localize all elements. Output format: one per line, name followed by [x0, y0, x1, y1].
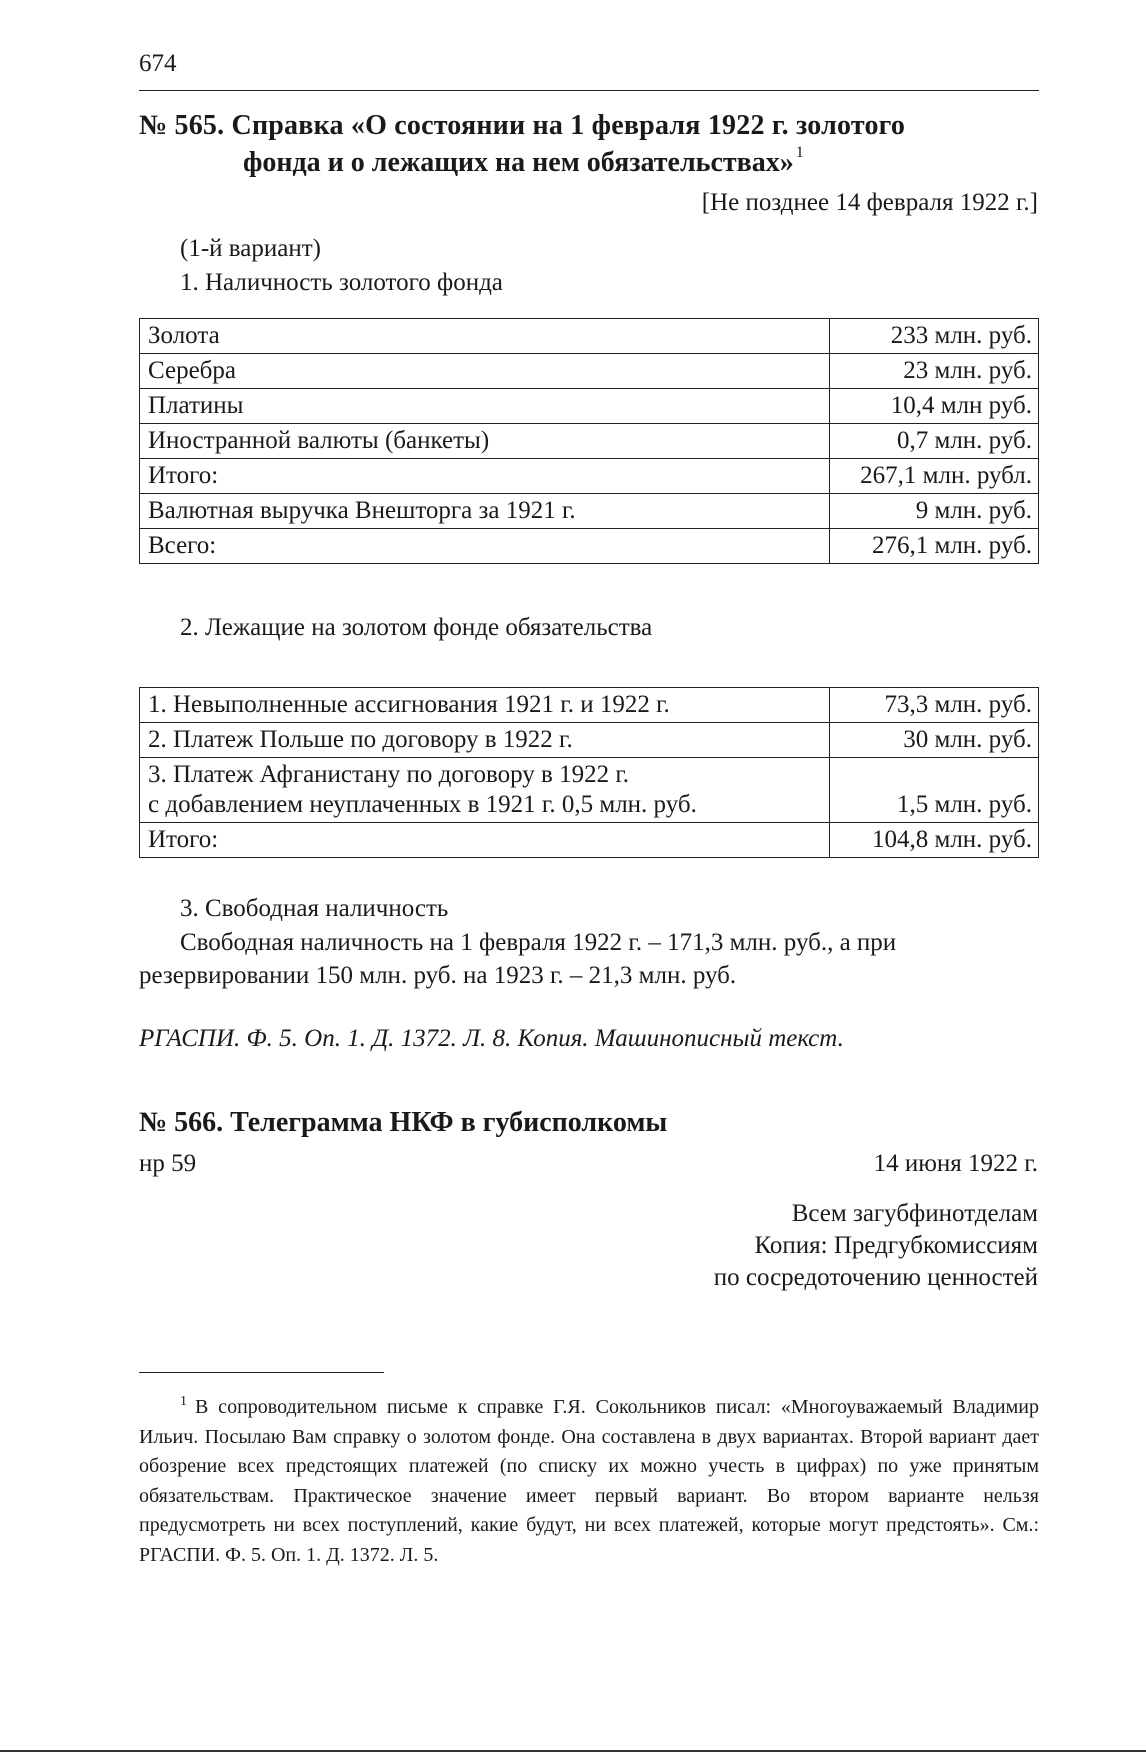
table-cell-label — [140, 723, 830, 758]
doc565-title-line1: № 565. Справка «О состоянии на 1 февраля 1922 г. золотого — [139, 110, 906, 141]
section-2-heading: 2. Лежащие на золотом фонде обязательства — [180, 614, 653, 641]
doc565-title-line2-text: фонда и о лежащих на нем обязательствах» — [243, 147, 794, 178]
table-cell-value: 1,5 млн. руб. — [830, 758, 1039, 823]
footnote — [139, 1387, 1039, 1570]
table-cell-value: 10,4 млн руб. — [830, 389, 1039, 424]
footnote-text: В сопроводительном письме к справке Г.Я. Сокольников писал: «Многоуважаемый Владимир Ильич. Посылаю Вам справку о золотом фонде. Она составлена в двух вариантах. Второй вариант дает обозрение всех предстоящих платежей (по списку их можно учесть в цифрах) по уже принятым обязательствам. Практическое значение имеет первый вариант. Во втором варианте нельзя предусмотреть ни всех поступлений, какие будут, ни всех платежей, которые могут предстоять». См.: РГАСПИ. Ф. 5. Оп. 1. Д. 1372. Л. 5. — [139, 1396, 1039, 1566]
table-row — [140, 319, 1039, 354]
table-row — [140, 723, 1039, 758]
header-rule — [139, 90, 1039, 91]
table-row — [140, 529, 1039, 564]
table-cell-label — [140, 823, 830, 858]
table-cell-label-line: с добавлением неуплаченных в 1921 г. 0,5 млн. руб. — [148, 791, 697, 818]
table-cell-label-line: Итого: — [148, 826, 219, 853]
table-cell-label: Иностранной валюты (банкеты) — [140, 424, 830, 459]
table-row — [140, 823, 1039, 858]
table-cell-value: 276,1 млн. руб. — [830, 529, 1039, 564]
table-cell-label-line: 2. Платеж Польше по договору в 1922 г. — [148, 726, 573, 753]
table-row — [140, 459, 1039, 494]
table-cell-label: Золота — [140, 319, 830, 354]
table-row — [140, 688, 1039, 723]
doc566-number: нр 59 — [139, 1150, 197, 1177]
table-row — [140, 494, 1039, 529]
table-cell-value: 9 млн. руб. — [830, 494, 1039, 529]
page-bottom-edge — [0, 1750, 1146, 1752]
table-row — [140, 424, 1039, 459]
footnote-rule — [139, 1372, 384, 1373]
addressee-line: Всем загубфинотделам — [791, 1200, 1038, 1227]
table-row — [140, 758, 1039, 823]
table-cell-label: Всего: — [140, 529, 830, 564]
table-cell-value: 0,7 млн. руб. — [830, 424, 1039, 459]
table-cell-value: 30 млн. руб. — [830, 723, 1039, 758]
table-cell-value: 23 млн. руб. — [830, 354, 1039, 389]
table-cell-label — [140, 758, 830, 823]
doc566-date: 14 июня 1922 г. — [873, 1150, 1038, 1177]
gold-fund-table — [139, 318, 1039, 564]
archive-source: РГАСПИ. Ф. 5. Оп. 1. Д. 1372. Л. 8. Копия. Машинописный текст. — [139, 1025, 844, 1052]
table-cell-label: Валютная выручка Внешторга за 1921 г. — [140, 494, 830, 529]
table-cell-label-line: 1. Невыполненные ассигнования 1921 г. и 1922 г. — [148, 691, 670, 718]
page-number: 674 — [139, 50, 177, 77]
footnote-reference: 1 — [795, 144, 804, 161]
free-cash-paragraph-line1: Свободная наличность на 1 февраля 1922 г. – 171,3 млн. руб., а при — [180, 929, 897, 956]
table-cell-value: 233 млн. руб. — [830, 319, 1039, 354]
table-cell-value: 104,8 млн. руб. — [830, 823, 1039, 858]
table-cell-label: Итого: — [140, 459, 830, 494]
doc565-title-line2 — [243, 144, 804, 179]
table-row — [140, 389, 1039, 424]
doc566-addressee — [714, 1198, 1038, 1294]
free-cash-paragraph-line2: резервировании 150 млн. руб. на 1923 г. – 21,3 млн. руб. — [139, 962, 737, 989]
addressee-line: по сосредоточению ценностей — [713, 1264, 1038, 1291]
section-1-heading: 1. Наличность золотого фонда — [180, 269, 503, 296]
table-cell-label-line: 3. Платеж Афганистану по договору в 1922 г. — [148, 761, 630, 788]
table-row — [140, 354, 1039, 389]
table-cell-label: Платины — [140, 389, 830, 424]
table-cell-label — [140, 688, 830, 723]
table-cell-label: Серебра — [140, 354, 830, 389]
doc565-variant: (1-й вариант) — [180, 235, 321, 262]
table-cell-value: 73,3 млн. руб. — [830, 688, 1039, 723]
section-3-heading: 3. Свободная наличность — [180, 895, 449, 922]
addressee-line: Копия: Предгубкомиссиям — [754, 1232, 1038, 1259]
table-cell-value: 267,1 млн. рубл. — [830, 459, 1039, 494]
obligations-table — [139, 687, 1039, 858]
doc566-title: № 566. Телеграмма НКФ в губисполкомы — [139, 1107, 668, 1138]
doc565-date: [Не позднее 14 февраля 1922 г.] — [701, 189, 1038, 216]
footnote-mark: 1 — [180, 1394, 187, 1409]
